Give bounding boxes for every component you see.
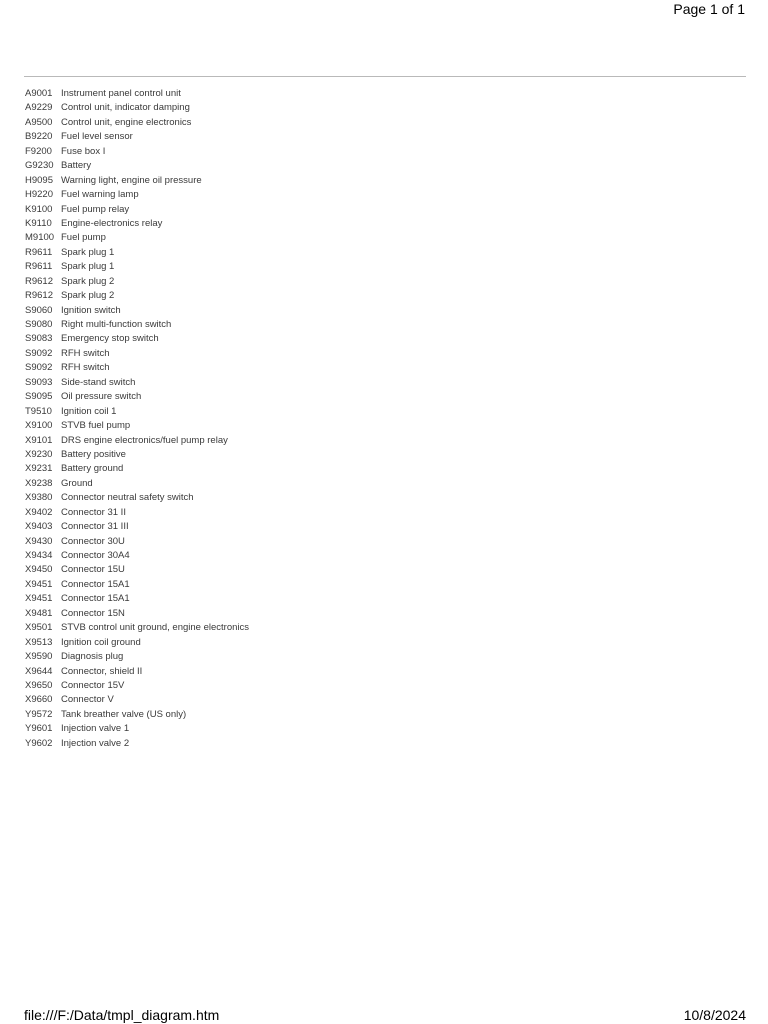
component-description: Fuel pump: [61, 232, 106, 244]
page-number: Page 1 of 1: [673, 1, 745, 17]
component-code: X9451: [25, 593, 53, 605]
legend-row: [25, 434, 249, 448]
component-code: S9095: [25, 391, 53, 403]
component-code: X9650: [25, 679, 53, 691]
legend-row: [25, 737, 249, 751]
component-code: H9095: [25, 174, 53, 186]
component-code: X9230: [25, 448, 53, 460]
component-code: X9660: [25, 694, 53, 706]
legend-row: [25, 506, 249, 520]
footer-file-path: file:///F:/Data/tmpl_diagram.htm: [24, 1007, 220, 1023]
component-description: Fuel level sensor: [61, 131, 133, 143]
component-code: G9230: [25, 160, 54, 172]
component-description: Control unit, indicator damping: [61, 102, 190, 114]
component-code: X9644: [25, 665, 53, 677]
legend-row: [25, 405, 249, 419]
component-description: Injection valve 2: [61, 737, 130, 749]
component-description: Engine-electronics relay: [61, 217, 163, 229]
legend-row: [25, 116, 249, 130]
component-description: DRS engine electronics/fuel pump relay: [61, 434, 228, 446]
component-code: T9510: [25, 405, 52, 417]
component-code: X9430: [25, 535, 53, 547]
component-description: Instrument panel control unit: [61, 88, 181, 99]
component-description: Side-stand switch: [61, 376, 136, 388]
legend-row: [25, 304, 249, 318]
component-description: Diagnosis plug: [61, 651, 124, 663]
legend-row: [25, 188, 249, 202]
component-description: Fuse box I: [61, 145, 106, 157]
legend-row: [25, 101, 249, 115]
component-code: X9380: [25, 492, 53, 504]
component-description: STVB control unit ground, engine electronics: [61, 622, 249, 634]
legend-row: [25, 621, 249, 635]
component-code: X9501: [25, 622, 53, 634]
component-code: M9100: [25, 232, 55, 244]
legend-row: [25, 563, 249, 577]
legend-row: [25, 145, 249, 159]
component-description: Connector 15U: [61, 564, 125, 576]
component-description: Right multi-function switch: [61, 319, 172, 330]
legend-row: [25, 376, 249, 390]
component-code: S9060: [25, 304, 53, 316]
component-description: Fuel pump relay: [61, 203, 130, 215]
component-description: Spark plug 1: [61, 246, 115, 258]
component-description: Spark plug 2: [61, 275, 115, 287]
component-code: R9612: [25, 275, 53, 287]
component-description: Spark plug 2: [61, 290, 115, 302]
legend-row: [25, 231, 249, 245]
legend-row: [25, 520, 249, 534]
legend-row: [25, 159, 249, 173]
component-description: Control unit, engine electronics: [61, 116, 192, 128]
component-code: A9229: [25, 102, 53, 114]
component-code: S9083: [25, 333, 53, 345]
component-description: Connector neutral safety switch: [61, 492, 194, 504]
legend-row: [25, 347, 249, 361]
component-description: Ignition coil ground: [61, 636, 141, 648]
legend-row: [25, 722, 249, 736]
legend-row: [25, 607, 249, 621]
component-description: Oil pressure switch: [61, 391, 142, 403]
legend-row: [25, 592, 249, 606]
legend-row: [25, 289, 249, 303]
legend-row: [25, 650, 249, 664]
footer-date: 10/8/2024: [683, 1007, 746, 1023]
component-code: Y9602: [25, 737, 53, 749]
legend-row: [25, 246, 249, 260]
legend-row: [25, 318, 249, 332]
component-code: X9238: [25, 477, 53, 489]
legend-row: [25, 217, 249, 231]
component-description: Connector 15A1: [61, 578, 130, 590]
component-description: Battery ground: [61, 463, 124, 475]
legend-row: [25, 361, 249, 375]
component-description: Fuel warning lamp: [61, 189, 139, 201]
component-description: Connector 31 II: [61, 506, 126, 518]
legend-row: [25, 275, 249, 289]
component-code: X9231: [25, 463, 53, 475]
legend-row: [25, 332, 249, 346]
component-code: K9100: [25, 203, 53, 215]
component-code: R9612: [25, 290, 53, 302]
component-description: Spark plug 1: [61, 261, 115, 273]
component-description: Battery positive: [61, 448, 126, 460]
component-code: X9434: [25, 550, 53, 561]
component-code: S9092: [25, 362, 53, 374]
component-description: Connector 30A4: [61, 550, 130, 561]
component-code: Y9572: [25, 708, 53, 720]
component-code: X9100: [25, 420, 53, 432]
legend-row: [25, 693, 249, 707]
component-description: STVB fuel pump: [61, 420, 131, 432]
legend-row: [25, 708, 249, 722]
component-description: Connector 15N: [61, 607, 125, 619]
component-code: S9092: [25, 347, 53, 359]
component-code: F9200: [25, 145, 52, 157]
legend-row: [25, 636, 249, 650]
header-divider: [24, 76, 746, 77]
component-code: X9513: [25, 636, 53, 648]
component-code: B9220: [25, 131, 53, 143]
component-description: Connector, shield II: [61, 665, 143, 677]
legend-row: [25, 578, 249, 592]
legend-row: [25, 390, 249, 404]
component-code: R9611: [25, 246, 53, 258]
component-code: X9450: [25, 564, 53, 576]
component-code: X9590: [25, 651, 53, 663]
component-code: X9402: [25, 506, 53, 518]
component-code: A9500: [25, 116, 53, 128]
component-description: Connector 15A1: [61, 593, 130, 605]
component-code: R9611: [25, 261, 53, 273]
component-description: RFH switch: [61, 362, 110, 374]
legend-row: [25, 535, 249, 549]
legend-row: [25, 679, 249, 693]
component-code: S9080: [25, 319, 53, 330]
component-legend: [25, 87, 249, 751]
legend-row: [25, 203, 249, 217]
component-description: Connector 30U: [61, 535, 125, 547]
component-code: X9451: [25, 578, 53, 590]
legend-row: [25, 477, 249, 491]
legend-row: [25, 491, 249, 505]
component-description: Connector 15V: [61, 679, 125, 691]
component-code: A9001: [25, 88, 53, 99]
component-description: Ignition switch: [61, 304, 121, 316]
legend-row: [25, 549, 249, 563]
component-description: Connector V: [61, 694, 114, 706]
legend-row: [25, 419, 249, 433]
component-description: Ignition coil 1: [61, 405, 117, 417]
component-description: Injection valve 1: [61, 723, 130, 735]
legend-row: [25, 260, 249, 274]
component-code: H9220: [25, 189, 53, 201]
component-code: S9093: [25, 376, 53, 388]
component-code: X9101: [25, 434, 53, 446]
component-description: Tank breather valve (US only): [61, 708, 187, 720]
component-code: Y9601: [25, 723, 53, 735]
component-code: K9110: [25, 217, 52, 229]
legend-row: [25, 174, 249, 188]
component-description: Ground: [61, 477, 93, 489]
legend-row: [25, 448, 249, 462]
component-description: Battery: [61, 160, 92, 172]
legend-row: [25, 665, 249, 679]
component-description: Emergency stop switch: [61, 333, 159, 345]
component-description: Connector 31 III: [61, 521, 129, 533]
legend-row: [25, 87, 249, 101]
component-code: X9481: [25, 607, 53, 619]
legend-row: [25, 462, 249, 476]
component-code: X9403: [25, 521, 53, 533]
component-description: Warning light, engine oil pressure: [61, 174, 202, 186]
legend-row: [25, 130, 249, 144]
component-description: RFH switch: [61, 347, 110, 359]
